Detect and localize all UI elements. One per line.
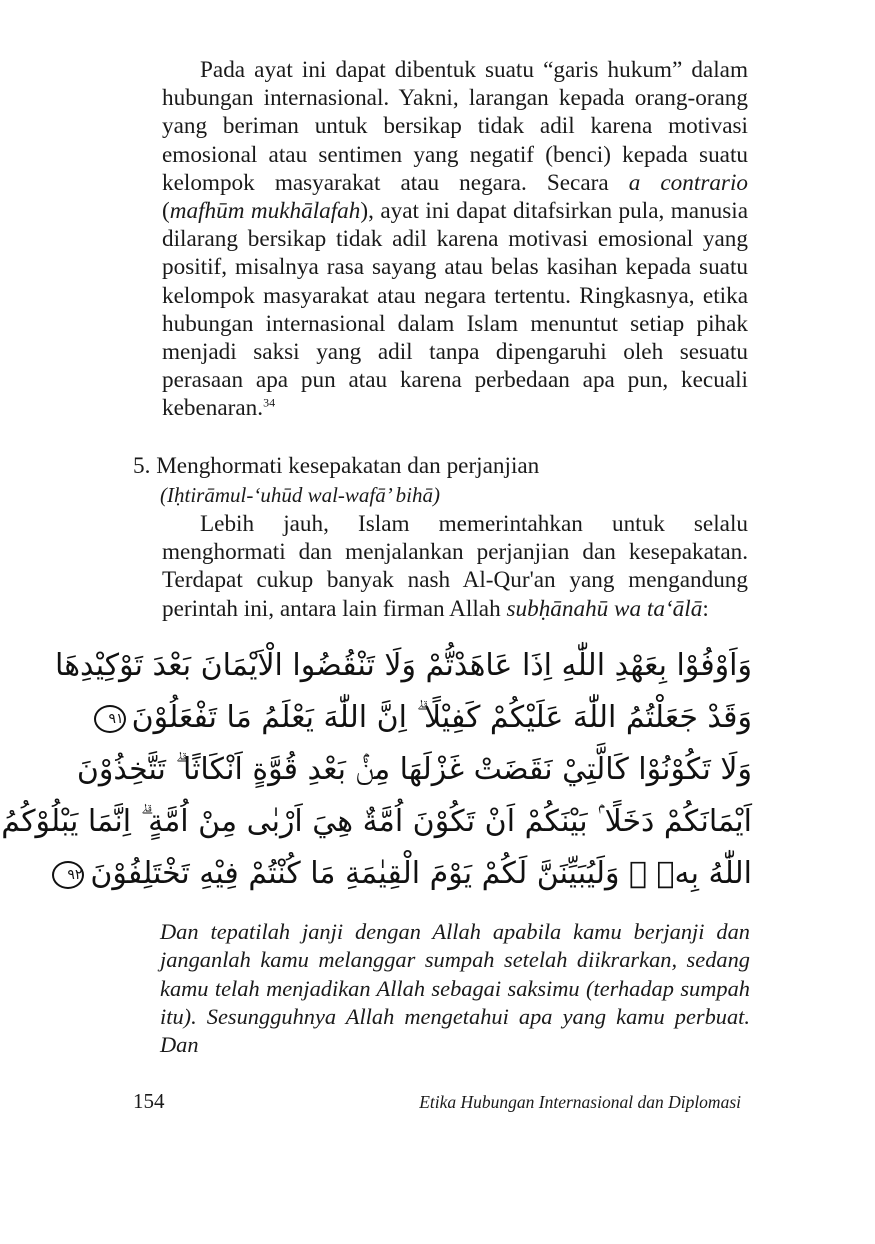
section-subheading: (Iḥtirāmul-‘uhūd wal-wafā’ bihā) (160, 483, 440, 507)
running-footer-title: Etika Hubungan Internasional dan Diplomasi (419, 1092, 741, 1112)
arabic-line-2-text: وَقَدْ جَعَلْتُمُ اللّٰهَ عَلَيْكُمْ كَفِيْلًا ۗ اِنَّ اللّٰهَ يَعْلَمُ مَا تَفْعَلُوْنَ (131, 700, 752, 735)
arabic-line-5-text: اللّٰهُ بِهٖ ۗ وَلَيُبَيِّنَنَّ لَكُمْ يَوْمَ الْقِيٰمَةِ مَا كُنْتُمْ فِيْهِ تَخْتَلِفُوْنَ (90, 856, 752, 891)
paragraph-2-italic-subhanahu: subḥānahū wa ta‘ālā (506, 595, 703, 622)
arabic-line-2 (108, 692, 752, 744)
paragraph-1-text-c: ), ayat ini dapat ditafsirkan pula, manusia dilarang bersikap tidak adil karena motivasi emosional yang positif, misalnya rasa sayang atau belas kasihan kepada suatu kelompok masyarakat atau negara tertentu. Ringkasnya, etika hubungan internasional dalam Islam menuntut setiap pihak menjadi saksi yang adil tanpa dipengaruhi oleh sesuatu perasaan apa pun atau karena perbedaan apa pun, kecuali kebenaran. (162, 198, 748, 422)
arabic-line-1 (55, 640, 752, 692)
section-heading: 5. Menghormati kesepakatan dan perjanjian (133, 453, 540, 479)
paragraph-1-text-b: ( (162, 198, 170, 225)
body-paragraph-1 (162, 56, 748, 423)
paragraph-1-italic-mafhum: mafhūm mukhālafah (169, 198, 361, 225)
arabic-line-3-text: وَلَا تَكُوْنُوْا كَالَّتِيْ نَقَضَتْ غَزْلَهَا مِنْۢ بَعْدِ قُوَّةٍ اَنْكَاثًا ۗ تَتَّخِذُوْنَ (76, 752, 752, 787)
paragraph-2-text: Lebih jauh, Islam memerintahkan untuk selalu menghormati dan menjalankan perjanjian dan kesepakatan. Terdapat cukup banyak nash Al-Qur'an yang mengandung perintah ini, antara lain firman Allah (162, 511, 748, 622)
arabic-line-4-text: اَيْمَانَكُمْ دَخَلًا ۢ بَيْنَكُمْ اَنْ تَكُوْنَ اُمَّةٌ هِيَ اَرْبٰى مِنْ اُمَّةٍ ۗ اِنَّمَا يَبْلُوْكُمُ (1, 804, 752, 839)
arabic-line-3 (76, 744, 752, 796)
arabic-line-1-text: وَاَوْفُوْا بِعَهْدِ اللّٰهِ اِذَا عَاهَدْتُّمْ وَلَا تَنْقُضُوا الْاَيْمَانَ بَعْدَ تَوْكِيْدِهَا (55, 648, 752, 683)
paragraph-1-text-a: Pada ayat ini dapat dibentuk suatu “garis hukum” dalam hubungan internasional. Yakni, larangan kepada orang-orang yang beriman untuk bersikap tidak adil karena motivasi emosional atau sentimen yang negatif (benci) kepada suatu kelompok masyarakat atau negara. Secara (162, 57, 748, 196)
page-number: 154 (133, 1089, 165, 1113)
paragraph-2-colon: : (702, 595, 709, 622)
verse-translation: Dan tepatilah janji dengan Allah apabila kamu berjanji dan janganlah kamu melanggar sumpah setelah diikrarkan, sedang kamu telah menjadikan Allah sebagai saksimu (terhadap sumpah itu). Sesungguhnya Allah mengetahui apa yang kamu perbuat. Dan (160, 919, 750, 1058)
body-paragraph-2 (162, 510, 748, 623)
quran-verse-block (1, 640, 752, 902)
ayah-number-92-icon: ٩٢ (52, 861, 84, 889)
footnote-marker[interactable]: 34 (263, 395, 276, 410)
paragraph-1-italic-a-contrario: a contrario (628, 169, 748, 196)
arabic-line-5 (67, 848, 752, 900)
arabic-line-4 (1, 796, 752, 848)
ayah-number-91-icon: ٩١ (94, 705, 126, 733)
